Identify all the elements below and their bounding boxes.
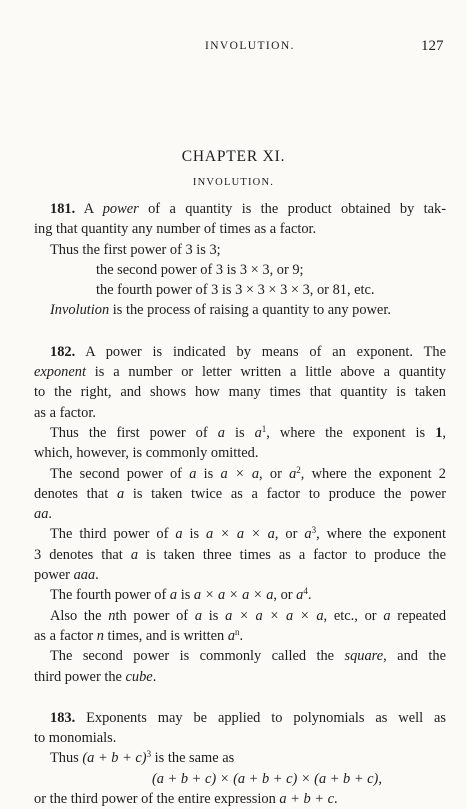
variable: a [289,465,297,482]
paragraph-181-line: the fourth power of 3 is 3 × 3 × 3 × 3, or 81, etc. [96,282,375,299]
text: is [182,526,207,543]
paragraph-182-line [34,667,446,687]
paragraph-182-line [34,606,446,626]
spacer [34,687,446,708]
expression: a × a × a × a [193,587,274,604]
text: Exponents may be applied to polynomials as well as [75,709,446,726]
expression: a × a [220,465,260,482]
chapter-heading: CHAPTER XI. [181,148,286,165]
text: The second power is commonly called the [50,648,345,665]
exponent: 2 [296,464,301,475]
variable: a [194,607,203,624]
paragraph-181-line: Thus the first power of 3 is 3; [50,241,221,258]
text: , [442,424,446,441]
variable: a [175,526,183,543]
paragraph-182-line [34,585,446,605]
text: is [202,607,226,624]
text: repeated [390,607,447,624]
text: A power is indicated by means of an exponent. The [75,343,446,360]
paragraph-182-line [34,504,446,524]
variable: a [116,485,125,502]
text: The second power of [50,465,190,482]
text: . [333,791,338,808]
defined-term: power [102,201,139,217]
variable: n [108,607,116,624]
paragraph-183-line: to monomials. [34,730,117,747]
text: . [239,627,244,644]
exponent: 1 [261,423,267,434]
paragraph-182-line [34,342,446,362]
defined-term: exponent [34,364,86,381]
paragraph-181-line [34,199,446,219]
paragraph-182-line [34,524,446,544]
text: , or [274,526,305,543]
text: . [307,587,312,604]
text: . [152,668,157,685]
article-number-181: 181. [50,201,76,217]
expression: (a + b + c) × (a + b + c) × (a + b + c), [152,770,382,787]
expression: a × a × a [206,526,275,543]
variable: a [227,627,236,644]
text: , and the [383,648,446,665]
text: is the same as [151,750,235,767]
paragraph-182-line [34,646,446,666]
variable: a [189,465,197,482]
paragraph-182-line [34,626,446,646]
text: . [48,506,52,523]
defined-term: cube [125,668,153,685]
text: Thus [50,750,83,767]
text: denotes that [34,485,117,502]
text: power [34,567,74,584]
text: is taken twice as a factor to produce the power [124,485,447,502]
paragraph-182-line: which, however, is commonly omitted. [34,445,259,462]
paragraph-182-line [34,362,446,382]
variable: n [96,627,104,644]
exponent: 3 [311,525,317,536]
article-number-182: 182. [50,343,76,360]
text: is [224,424,255,441]
paragraph-182-line [34,464,446,484]
text: is taken three times as a factor to produce the [138,546,446,563]
variable: a [296,587,304,604]
defined-term: Involution [50,302,110,319]
paragraph-181-line: ing that quantity any number of times as a factor. [34,221,317,238]
paragraph-182-line [34,565,446,585]
exponent: 3 [146,749,152,760]
text: third power the [34,668,126,685]
text: Also the [50,607,109,624]
article-number-183: 183. [50,709,76,726]
expression: a + b + c [279,791,334,808]
running-title: INVOLUTION. [205,40,295,52]
text: , where the exponent is [266,424,436,441]
page-body [34,199,446,809]
text: The third power of [50,526,176,543]
paragraph-182-line [34,484,446,504]
paragraph-182-line [34,423,446,443]
paragraph-181-line: the second power of 3 is 3 × 3, or 9; [96,261,304,278]
expression: (a + b + c) [82,750,147,767]
defined-term: square [344,648,384,665]
text: or the third power of the entire expression [34,791,280,808]
bold-number: 1 [435,424,443,441]
variable: a [383,607,391,624]
text: , etc., or [323,607,384,624]
variable: a [304,526,312,543]
text: times, and is written [103,627,228,644]
text: . [95,567,99,584]
chapter-subheading: INVOLUTION. [192,177,275,188]
text: A [75,201,103,217]
paragraph-183-line [34,769,446,789]
text: 3 denotes that [34,546,131,563]
expression: a × a × a × a [225,607,324,624]
expression: aa [34,506,49,523]
text: , where the exponent [316,526,447,543]
variable: a [254,424,262,441]
variable: a [217,424,225,441]
paragraph-183-line [34,789,446,809]
paragraph-182-line: to the right, and shows how many times that quantity is taken [34,384,446,401]
text: Thus the first power of [50,424,218,441]
paragraph-181-line [34,300,446,320]
page-number: 127 [421,38,444,54]
paragraph-182-line: as a factor. [34,404,96,421]
variable: a [130,546,139,563]
text: , or [259,465,290,482]
paragraph-182-line [34,545,446,565]
text: as a factor [34,627,97,644]
spacer [34,321,446,342]
running-header [0,38,467,56]
text: The fourth power of [50,587,170,604]
text: is [177,587,194,604]
text: is a number or letter written a little above a quantity [85,364,446,381]
variable: a [169,587,178,604]
text: , where the exponent 2 [300,465,446,482]
text: , or [273,587,297,604]
expression: aaa [73,567,96,584]
text: of a quantity is the product obtained by tak- [138,201,447,217]
text: th power of [115,607,195,624]
text: is [196,465,221,482]
text: is the process of raising a quantity to any power. [109,302,391,319]
exponent: n [235,626,240,637]
paragraph-183-line [34,708,446,728]
exponent: 4 [303,586,308,597]
paragraph-183-line [34,748,446,768]
